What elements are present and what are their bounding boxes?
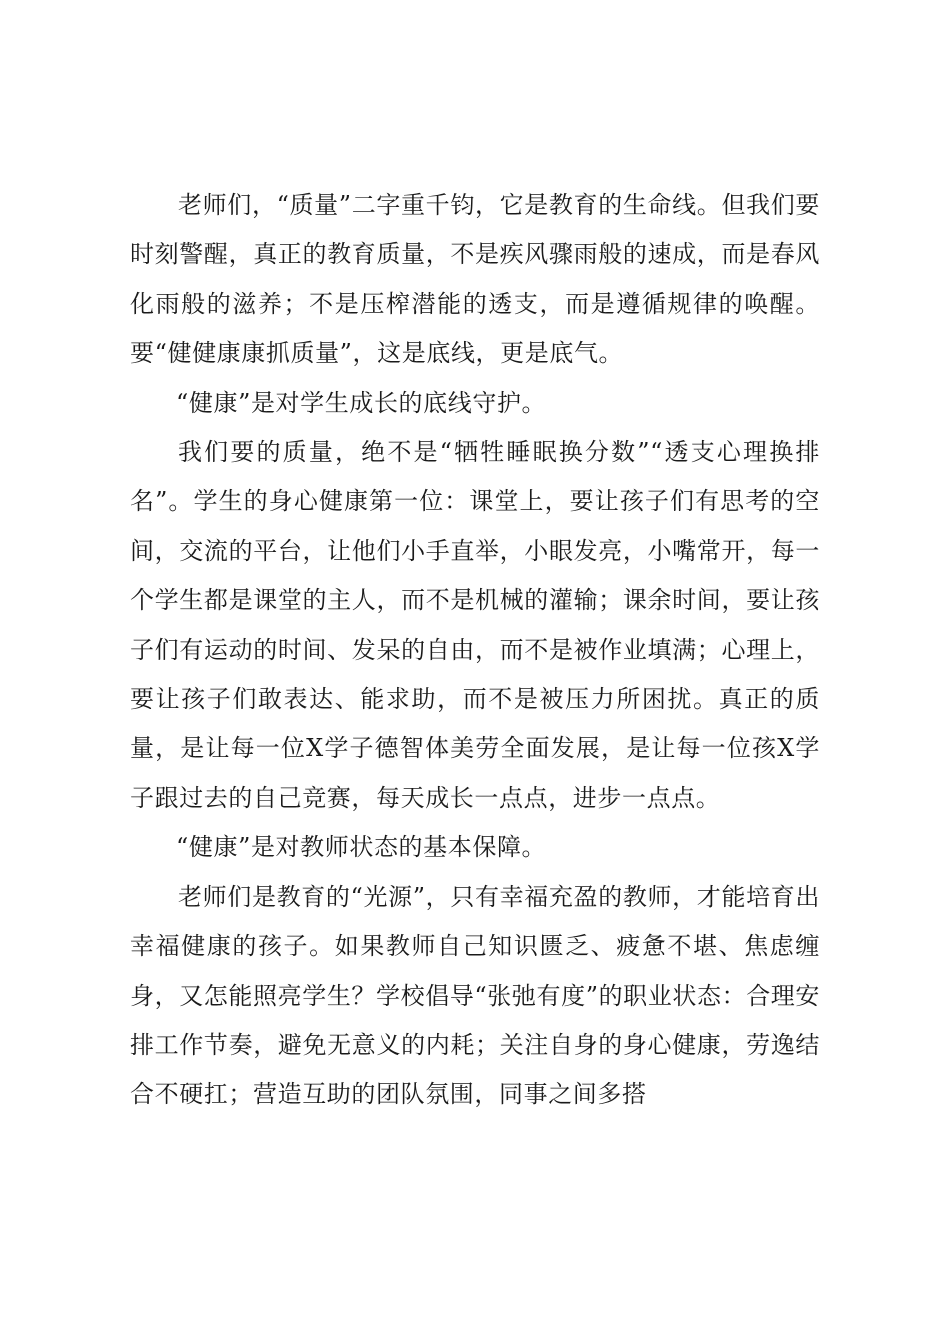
- document-body: [130, 181, 820, 1120]
- paragraph-quality-intro: 老师们，“质量”二字重千钧，它是教育的生命线。但我们要时刻警醒，真正的教育质量，不是疾风骤雨般的速成，而是春风化雨般的滋养；不是压榨潜能的透支，而是遵循规律的唤醒。要“健健康康抓质量”，这是底线，更是底气。: [130, 191, 820, 368]
- heading-teacher-health: “健康”是对教师状态的基本保障。: [176, 833, 547, 862]
- heading-student-health: “健康”是对学生成长的底线守护。: [176, 388, 547, 417]
- paragraph-teacher-health: 老师们是教育的“光源”，只有幸福充盈的教师，才能培育出幸福健康的孩子。如果教师自己知识匮乏、疲惫不堪、焦虑缠身，又怎能照亮学生？学校倡导“张弛有度”的职业状态：合理安排工作节奏，避免无意义的内耗；关注自身的身心健康，劳逸结合不硬扛；营造互助的团队氛围，同事之间多搭: [130, 882, 820, 1109]
- paragraph-student-health: 我们要的质量，绝不是“牺牲睡眠换分数”“透支心理换排名”。学生的身心健康第一位：课堂上，要让孩子们有思考的空间，交流的平台，让他们小手直举，小眼发亮，小嘴常开，每一个学生都是课堂的主人，而不是机械的灌输；课余时间，要让孩子们有运动的时间、发呆的自由，而不是被作业填满；心理上，要让孩子们敢表达、能求助，而不是被压力所困扰。真正的质量，是让每一位X学子德智体美劳全面发展，是让每一位孩X学子跟过去的自己竞赛，每天成长一点点，进步一点点。: [130, 438, 820, 812]
